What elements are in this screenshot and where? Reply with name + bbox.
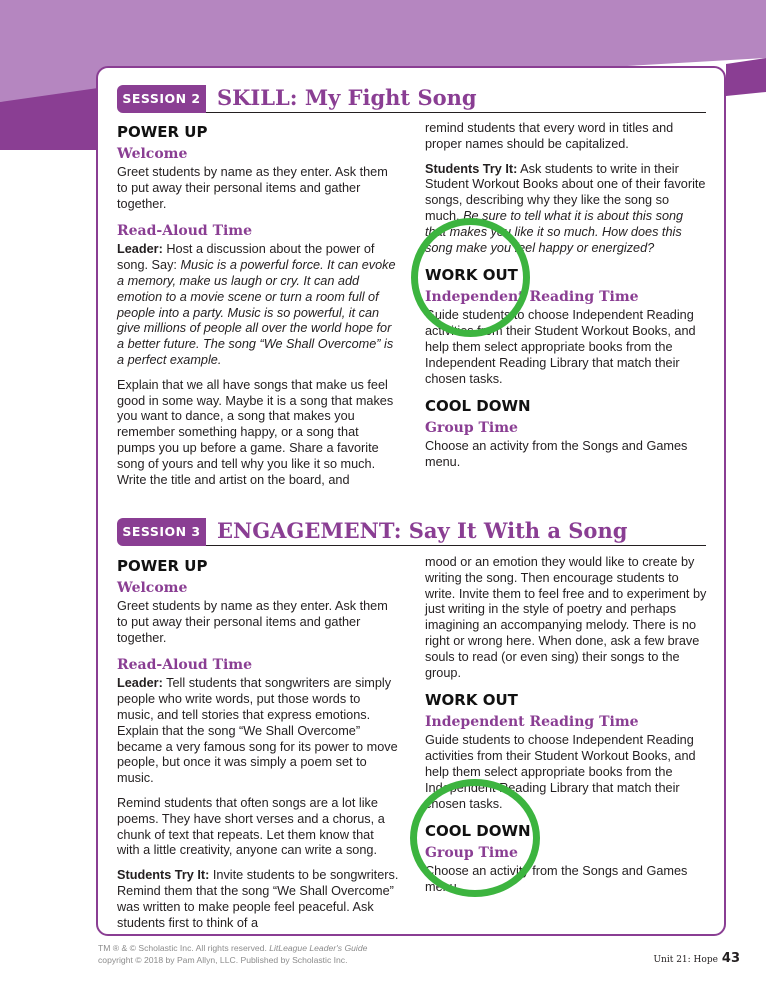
session-3-badge: SESSION 3 [117,518,206,546]
explain-paragraph: Explain that we all have songs that make us feel good in some way. Maybe it is a song that makes you want to dance, a song that makes you remember something happy, or a song that pumps you up before a game. Share a favorite song of yours and tell why you like it so much. Write the title and artist on the board, and [117,377,394,487]
independent-reading-heading: Independent Reading Time [425,714,639,731]
highlight-circle-work-out [411,218,530,337]
welcome-heading: Welcome [117,146,188,162]
cool-down-heading: COOL DOWN [425,822,531,841]
students-try-it-text: Invite students to be songwriters. Remind them that the song “We Shall Overcome” was written to make people feel peaceful. Ask students first to think of a [117,868,399,930]
independent-reading-text: Guide students to choose Independent Reading activities from their Student Workout Books, and help them select appropriate books from the Independent Reading Library that match their chosen tasks. [425,733,696,811]
remind-paragraph: Remind students that often songs are a lot like poems. They have short verses and a chorus, a chunk of text that repeats. Let them know that with a little creativity, anyone can write a song. [117,795,385,858]
band-dark-right [726,58,766,96]
group-time-heading: Group Time [425,420,518,437]
copyright-line-1 [98,942,367,954]
leader-paragraph [117,676,399,787]
group-time-text: Choose an activity from the Songs and Games menu. [425,864,688,895]
independent-reading-text: Guide students to choose Independent Reading activities from their Student Workout Books, and help them select appropriate books from the Independent Reading Library that match their chosen tasks. [425,308,696,386]
leader-text: Tell students that songwriters are simply people who write words, put those words to music, and tell stories that express emotions. Explain that the song “We Shall Overcome” became a very famous song for its power to move people, but once it was simply a poem set to music. [117,676,398,786]
read-aloud-heading: Read-Aloud Time [117,657,253,674]
leader-text: Host a discussion about the power of song. Say: [117,242,375,273]
continued-text: remind students that every word in titles and proper names should be capitalized. [425,121,674,151]
session-2-rule [206,112,706,113]
welcome-text: Greet students by name as they enter. Ask them to put away their personal items and gather together. [117,599,388,645]
students-try-it-label: Students Try It: [425,161,518,176]
welcome-text: Greet students by name as they enter. Ask them to put away their personal items and gather together. [117,165,388,211]
copyright-footer [98,942,367,966]
group-time-text: Choose an activity from the Songs and Games menu. [425,439,688,470]
students-try-it-prompt: Be sure to tell what it is about this song that makes you like it so much. How does this song make you feel happy or energized? [425,208,684,255]
work-out-heading: WORK OUT [425,266,518,285]
session-3-header [117,516,707,550]
copyright-line-2: copyright © 2018 by Pam Allyn, LLC. Published by Scholastic Inc. [98,955,348,965]
session-3-title: ENGAGEMENT: Say It With a Song [217,518,628,543]
leader-label: Leader: [117,242,163,257]
students-try-it-paragraph [117,868,399,931]
independent-reading-heading: Independent Reading Time [425,289,639,306]
leader-label: Leader: [117,676,163,691]
session-2-badge: SESSION 2 [117,85,206,113]
session-2-title: SKILL: My Fight Song [217,85,477,110]
session-3-left-column [117,556,399,940]
work-out-heading: WORK OUT [425,691,518,710]
leader-quote: Music is a powerful force. It can evoke a memory, make us laugh or cry. It can add emotion to a movie scene or turn a room full of people into a party. Music is so powerful, it can give millions of people all over the world hope for a better future. The song “We Shall Overcome” is a perfect example. [117,258,396,367]
book-title: LitLeague Leader's Guide [269,943,368,953]
copyright-prefix: TM ® & © Scholastic Inc. All rights reserved. [98,943,270,953]
session-2-left-column [117,122,399,497]
page-number: 43 [721,951,740,966]
session-2-header [117,83,707,117]
unit-label: Unit 21: Hope [653,955,718,965]
leader-paragraph [117,242,399,368]
cool-down-heading: COOL DOWN [425,397,531,416]
read-aloud-heading: Read-Aloud Time [117,223,253,240]
page-footer [653,949,740,967]
session-3-rule [206,545,706,546]
continued-text: mood or an emotion they would like to create by writing the song. Then encourage students to write. Invite them to feel free and to experiment by just writing in the style of poetry and perhaps imagining an accompanying melody. There is no right or wrong here. When done, ask a few brave souls to read (or even sing) their songs to the group. [425,555,707,680]
power-up-heading: POWER UP [117,557,208,575]
students-try-it-text: Ask students to write in their Student Workout Books about one of their favorite songs, describing why they like the song so much. [425,161,706,223]
students-try-it-label: Students Try It: [117,868,210,883]
highlight-circle-cool-down [410,779,540,897]
welcome-heading: Welcome [117,580,188,596]
group-time-heading: Group Time [425,845,518,862]
power-up-heading: POWER UP [117,123,208,141]
